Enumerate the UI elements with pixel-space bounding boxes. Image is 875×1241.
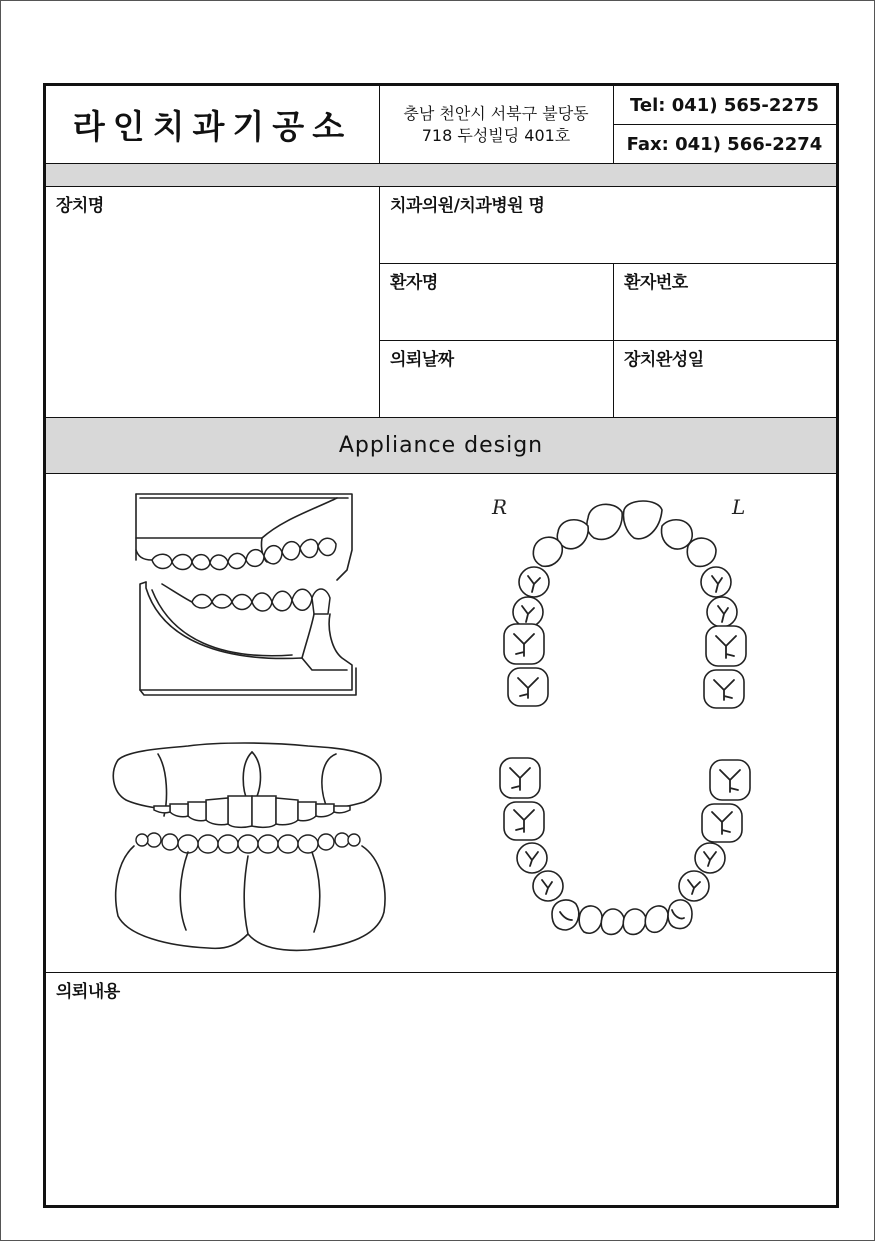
right-side-marker: R [492, 495, 508, 519]
lower-arch-occlusal-diagram [496, 754, 766, 960]
request-content-field[interactable] [47, 1000, 835, 1202]
tel-number: Tel: 041) 565-2275 [630, 94, 819, 116]
request-date-field[interactable] [380, 365, 612, 416]
request-content-label: 의뢰내용 [56, 982, 120, 1002]
appliance-name-field[interactable] [47, 211, 378, 416]
side-view-dentition-diagram [132, 490, 357, 700]
appliance-name-label: 장치명 [56, 196, 104, 216]
left-side-marker: L [732, 495, 746, 519]
frontal-view-dentition-diagram [108, 740, 388, 954]
lab-address [379, 86, 613, 163]
appliance-design-header [46, 418, 836, 473]
patient-name-field[interactable] [380, 288, 612, 339]
request-date-label: 의뢰날짜 [390, 350, 454, 370]
clinic-name-field[interactable] [380, 211, 835, 262]
address-line-2: 718 두성빌딩 401호 [421, 125, 571, 145]
separator-band [46, 164, 836, 186]
patient-name-label: 환자명 [390, 273, 438, 293]
lab-name: 라인치과기공소 [72, 107, 353, 146]
address-line-1: 충남 천안시 서북구 불당동 [403, 103, 589, 123]
fax-number: Fax: 041) 566-2274 [626, 133, 823, 155]
patient-number-field[interactable] [614, 288, 835, 339]
completion-date-label: 장치완성일 [624, 350, 704, 370]
completion-date-field[interactable] [614, 365, 835, 416]
upper-arch-occlusal-diagram [482, 484, 772, 714]
appliance-design-title: Appliance design [338, 433, 544, 458]
lab-request-form [43, 83, 839, 1208]
patient-number-label: 환자번호 [624, 273, 688, 293]
clinic-name-label: 치과의원/치과병원 명 [390, 196, 545, 216]
